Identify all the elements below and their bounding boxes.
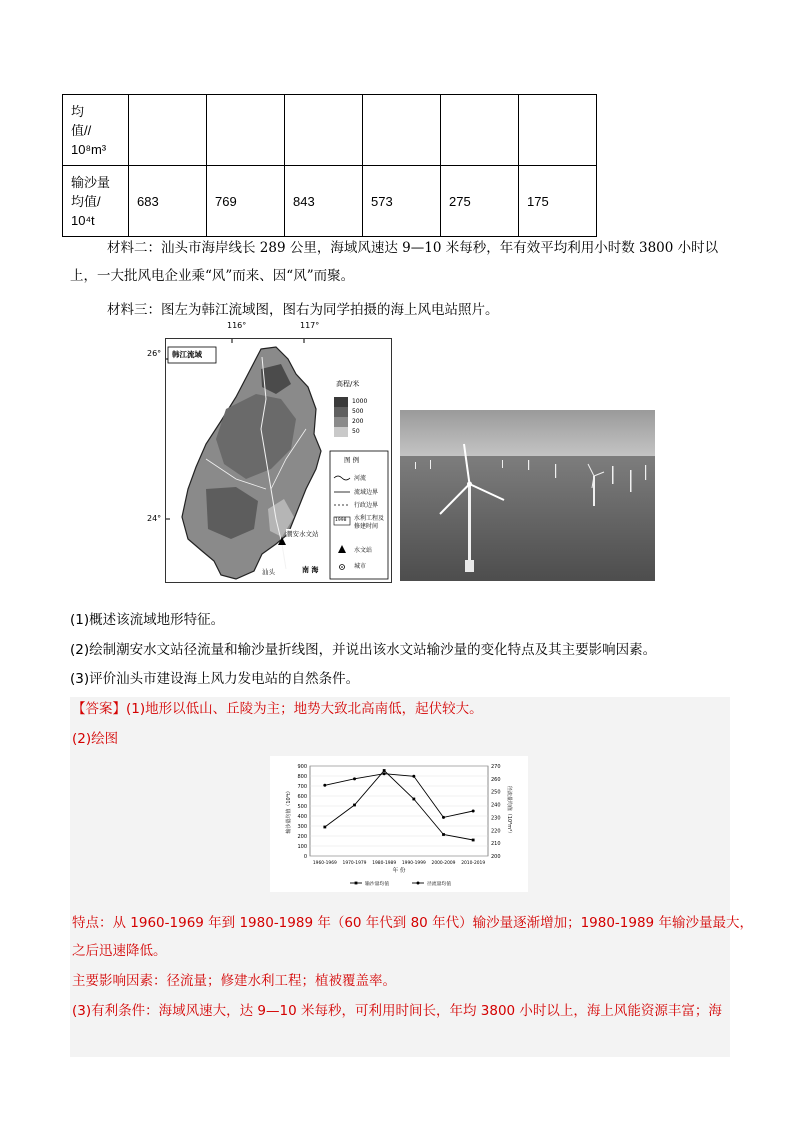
offshore-wind-farm-photo xyxy=(400,410,655,581)
city-label: 汕头 xyxy=(262,568,275,576)
factors-line: 主要影响因素：径流量；修建水利工程；植被覆盖率。 xyxy=(72,973,396,989)
hanjiang-basin-map xyxy=(165,338,392,583)
map-lat-26: 26° xyxy=(147,349,162,358)
table-cell: 175 xyxy=(519,166,597,237)
data-point xyxy=(412,798,415,801)
y-right-tick-label: 220 xyxy=(491,828,501,835)
row-header-sediment xyxy=(63,166,129,237)
data-point xyxy=(442,816,445,819)
question-2: (2)绘制潮安水文站径流量和输沙量折线图，并说出该水文站输沙量的变化特点及其主要影响因素。 xyxy=(70,642,657,658)
y-left-tick-label: 700 xyxy=(297,784,307,790)
legend-label: 行政边界 xyxy=(354,502,379,509)
map-lon-117: 117° xyxy=(300,321,320,330)
data-point xyxy=(472,810,475,813)
y-right-tick-label: 200 xyxy=(491,854,501,860)
elev-label: 1000 xyxy=(352,398,368,405)
row-header-line: 10⁴t xyxy=(71,212,95,228)
elev-label: 50 xyxy=(352,428,360,435)
row-header-line: 均值/ xyxy=(71,193,101,209)
answer-3: (3)有利条件：海域风速大，达 9—10 米每秒，可利用时间长，年均 3800 小时以上，海上风能资源丰富；海 xyxy=(72,1003,722,1019)
y-left-tick-label: 100 xyxy=(297,844,307,850)
table-cell: 573 xyxy=(363,166,441,237)
y-left-tick-label: 400 xyxy=(297,814,307,820)
answer-2: (2)绘图 xyxy=(72,731,119,747)
table-row xyxy=(63,166,597,237)
sea xyxy=(400,456,655,581)
x-tick-label: 1990-1999 xyxy=(401,861,426,866)
elev-swatch-50 xyxy=(334,427,348,437)
table-cell: 769 xyxy=(207,166,285,237)
table-cell xyxy=(441,95,519,166)
x-tick-label: 2010-2019 xyxy=(461,861,486,866)
material2-line1: 材料二：汕头市海岸线长 289 公里，海域风速达 9—10 米每秒，年有效平均利用小时数 3800 小时以 xyxy=(107,240,719,256)
sky xyxy=(400,410,655,456)
elev-label: 500 xyxy=(352,408,364,415)
feature-line-2: 之后迅速降低。 xyxy=(72,943,167,959)
question-3: (3)评价汕头市建设海上风力发电站的自然条件。 xyxy=(70,671,360,687)
map-lon-116: 116° xyxy=(227,321,247,330)
question-1: (1)概述该流域地形特征。 xyxy=(70,612,225,628)
y-right-axis-label: 径流量均值（10⁸m³） xyxy=(506,785,512,837)
y-left-tick-label: 300 xyxy=(297,824,307,830)
answer-label: 【答案】 xyxy=(72,701,126,717)
legend-marker xyxy=(417,882,420,885)
legend-city-dot xyxy=(341,566,343,568)
table-cell xyxy=(129,95,207,166)
y-left-axis-label: 输沙量均值（10⁴t） xyxy=(286,788,292,834)
data-point xyxy=(323,784,326,787)
sea-label: 南 海 xyxy=(302,566,319,574)
table-cell: 275 xyxy=(441,166,519,237)
elev-swatch-1000 xyxy=(334,397,348,407)
y-right-tick-label: 230 xyxy=(491,815,501,822)
y-left-tick-label: 800 xyxy=(297,774,307,780)
table-row xyxy=(63,95,597,166)
legend-marker xyxy=(355,882,358,885)
x-tick-label: 1970-1979 xyxy=(342,861,367,866)
x-tick-label: 1980-1989 xyxy=(372,861,397,866)
table-cell xyxy=(207,95,285,166)
feature-line-1: 特点：从 1960-1969 年到 1980-1989 年（60 年代到 80 年代）输沙量逐渐增加；1980-1989 年输沙量最大， xyxy=(72,915,753,931)
y-right-tick-label: 270 xyxy=(491,764,501,770)
series-line-1 xyxy=(325,771,473,841)
elev-swatch-200 xyxy=(334,417,348,427)
row-header-line: 值// xyxy=(71,122,92,138)
legend-label: 输沙量均值 xyxy=(365,882,389,887)
y-right-tick-label: 250 xyxy=(491,789,501,796)
map-title: 韩江流域 xyxy=(172,350,202,359)
data-point xyxy=(472,839,475,842)
legend-label: 河流 xyxy=(354,475,367,482)
y-right-tick-label: 240 xyxy=(491,802,501,809)
runoff-sediment-chart xyxy=(270,756,528,892)
map-lat-24: 24° xyxy=(147,514,162,523)
x-axis-label: 年 份 xyxy=(392,868,406,874)
chart-svg xyxy=(270,756,528,892)
data-point xyxy=(383,772,386,775)
data-point xyxy=(323,826,326,829)
table-cell xyxy=(519,95,597,166)
legend-label: 城市 xyxy=(354,563,367,570)
legend-label: 水文站 xyxy=(354,547,373,554)
elev-legend-title: 高程/米 xyxy=(336,380,360,388)
y-left-tick-label: 500 xyxy=(297,804,307,810)
data-point xyxy=(412,775,415,778)
data-point xyxy=(353,777,356,780)
legend-year-sample: 1998 xyxy=(335,518,347,523)
y-right-tick-label: 210 xyxy=(491,841,501,848)
table-cell xyxy=(285,95,363,166)
table-cell xyxy=(363,95,441,166)
material3-text: 材料三：图左为韩江流域图，图右为同学拍摄的海上风电站照片。 xyxy=(107,302,499,318)
table-cell: 843 xyxy=(285,166,363,237)
elev-swatch-500 xyxy=(334,407,348,417)
y-left-tick-label: 900 xyxy=(297,764,307,770)
x-tick-label: 2000-2009 xyxy=(431,861,456,866)
row-header-line: 输沙量 xyxy=(71,174,111,190)
data-point xyxy=(383,769,386,772)
elev-label: 200 xyxy=(352,418,364,425)
row-header-runoff xyxy=(63,95,129,166)
row-header-line: 10⁸m³ xyxy=(71,141,107,157)
legend-label: 流域边界 xyxy=(354,489,379,496)
row-header-line: 均 xyxy=(71,103,85,119)
answer-1: (1)地形以低山、丘陵为主；地势大致北高南低，起伏较大。 xyxy=(126,701,483,717)
data-point xyxy=(442,833,445,836)
y-left-tick-label: 600 xyxy=(297,794,307,800)
material2-line2: 上，一大批风电企业乘“风”而来、因“风”而聚。 xyxy=(70,268,355,284)
legend-label: 水利工程及修建时间 xyxy=(354,515,385,530)
data-point xyxy=(353,804,356,807)
answer-line-1 xyxy=(72,699,483,719)
y-left-tick-label: 200 xyxy=(297,834,307,840)
x-tick-label: 1960-1969 xyxy=(312,861,337,866)
legend-title: 图 例 xyxy=(344,456,360,464)
legend-label: 径流量均值 xyxy=(427,882,451,887)
station-label: 潮安水文站 xyxy=(286,530,319,538)
runoff-sediment-table xyxy=(62,94,597,237)
y-left-tick-label: 0 xyxy=(303,854,307,860)
y-right-tick-label: 260 xyxy=(491,776,501,783)
plot-area xyxy=(310,766,488,856)
table-cell: 683 xyxy=(129,166,207,237)
